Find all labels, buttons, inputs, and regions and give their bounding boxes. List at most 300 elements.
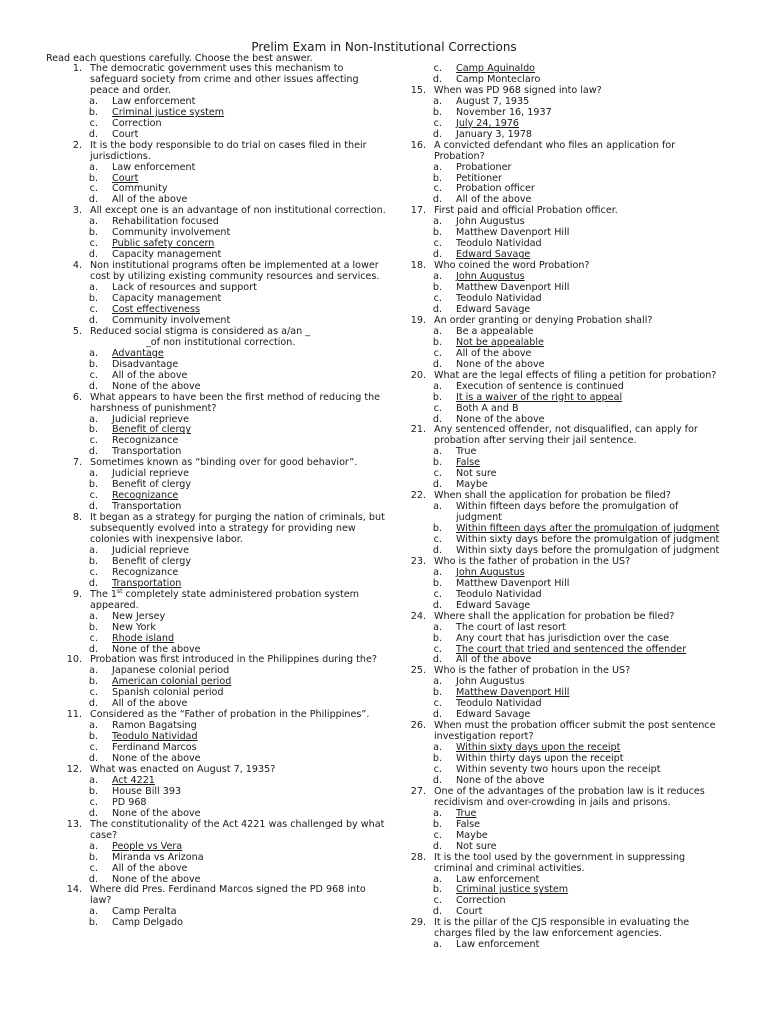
option-letter: a. (433, 742, 442, 754)
answer-option (406, 163, 724, 174)
option-letter: a. (433, 380, 442, 392)
question-number: 24. (410, 610, 426, 622)
answer-option (46, 853, 386, 864)
option-letter: b. (88, 358, 98, 370)
question (406, 853, 724, 919)
answer-option (46, 623, 386, 634)
option-text: Maybe (456, 479, 488, 491)
answer-option (46, 918, 386, 929)
option-letter: a. (433, 501, 442, 513)
option-letter: a. (433, 325, 442, 337)
option-text: Public safety concern (112, 238, 215, 250)
option-text: Benefit of clergy (112, 555, 192, 567)
option-text: John Augustus (456, 676, 525, 688)
option-letter: a. (89, 906, 98, 918)
option-letter: d. (88, 753, 98, 765)
answer-option (406, 97, 724, 108)
question-number: 16. (410, 139, 426, 151)
option-text: John Augustus (456, 271, 525, 283)
answer-option (406, 108, 724, 119)
question (406, 491, 724, 557)
answer-option (46, 612, 386, 623)
option-letter: c. (433, 293, 442, 305)
question-text: When shall the application for probation be filed? (434, 490, 671, 502)
option-letter: c. (433, 402, 442, 414)
option-text: Edward Savage (456, 599, 531, 611)
option-text: Ferdinand Marcos (112, 742, 197, 754)
answer-option (406, 502, 724, 524)
answer-option (406, 765, 724, 776)
option-text: Transportation (112, 501, 182, 513)
option-text: Correction (112, 117, 162, 129)
question-number: 19. (410, 314, 426, 326)
option-letter: b. (88, 172, 98, 184)
option-letter: b. (88, 106, 98, 118)
option-text: Camp Monteclaro (456, 73, 541, 85)
question-text: When was PD 968 signed into law? (434, 84, 602, 96)
option-text: Judicial reprieve (112, 544, 190, 556)
option-text: All of the above (112, 698, 188, 710)
question-row (46, 820, 386, 842)
option-text: Both A and B (456, 402, 519, 414)
question-text: The democratic government uses this mechanism to safeguard society from crime and other issues affecting peace and order. (90, 63, 359, 96)
option-text: American colonial period (112, 676, 232, 688)
option-text: Judicial reprieve (112, 468, 190, 480)
option-letter: a. (433, 566, 442, 578)
option-letter: c. (433, 468, 442, 480)
option-text: Recognizance (112, 490, 179, 502)
option-letter: a. (89, 774, 98, 786)
answer-option (406, 885, 724, 896)
option-letter: c. (89, 742, 98, 754)
answer-option (46, 163, 386, 174)
answer-option (406, 338, 724, 349)
question-text: An order granting or denying Probation shall? (434, 314, 653, 326)
question (406, 316, 724, 371)
question-text: Who is the father of probation in the US? (434, 665, 631, 677)
option-letter: d. (432, 544, 442, 556)
option-letter: d. (432, 249, 442, 261)
question (406, 557, 724, 612)
answer-option (46, 371, 386, 382)
option-letter: b. (432, 457, 442, 469)
option-text: None of the above (112, 753, 201, 765)
option-text: False (456, 457, 481, 469)
option-letter: b. (432, 753, 442, 765)
option-letter: b. (432, 391, 442, 403)
question (46, 458, 386, 513)
question (46, 261, 386, 327)
option-letter: b. (432, 632, 442, 644)
option-text: Camp Aguinaldo (456, 63, 536, 74)
question-number: 6. (72, 391, 82, 403)
option-letter: d. (432, 479, 442, 491)
answer-option (406, 820, 724, 831)
answer-option (46, 382, 386, 393)
option-text: Petitioner (456, 172, 502, 184)
question (406, 425, 724, 491)
answer-option (406, 174, 724, 185)
option-text: John Augustus (456, 216, 525, 228)
question-number: 21. (410, 424, 426, 436)
question-text: Any sentenced offender, not disqualified, can apply for probation after serving their jail sentence. (434, 424, 698, 447)
question (46, 710, 386, 765)
option-text: Camp Delgado (112, 917, 183, 929)
option-letter: c. (433, 829, 442, 841)
option-text: Ramon Bagatsing (112, 720, 197, 732)
option-text: Court (112, 172, 139, 184)
question-row (406, 371, 724, 382)
option-text: Within sixty days upon the receipt (456, 742, 621, 754)
option-letter: a. (89, 840, 98, 852)
question-number: 28. (410, 851, 426, 863)
option-letter: b. (432, 577, 442, 589)
option-letter: a. (433, 939, 442, 951)
option-text: Advantage (112, 347, 164, 359)
question-row (406, 206, 724, 217)
option-letter: b. (432, 282, 442, 294)
option-letter: d. (432, 599, 442, 611)
right-column (406, 64, 724, 951)
option-letter: c. (89, 796, 98, 808)
question-number: 15. (410, 84, 426, 96)
question (46, 327, 386, 393)
answer-option (406, 119, 724, 130)
option-text: Community involvement (112, 314, 231, 326)
option-letter: c. (89, 369, 98, 381)
question-number: 5. (72, 325, 82, 337)
question-row (406, 86, 724, 97)
option-text: Law enforcement (456, 873, 540, 885)
question-text: What was enacted on August 7, 1935? (90, 764, 276, 775)
option-letter: b. (88, 785, 98, 797)
option-text: Spanish colonial period (112, 687, 224, 699)
option-text: Act 4221 (112, 774, 155, 786)
option-letter: c. (433, 183, 442, 195)
option-text: Maybe (456, 829, 488, 841)
question (406, 86, 724, 141)
option-text: The court that tried and sentenced the offender (456, 643, 687, 655)
question (406, 666, 724, 721)
option-text: Matthew Davenport Hill (456, 227, 570, 239)
option-letter: c. (89, 687, 98, 699)
option-letter: d. (88, 643, 98, 655)
answer-option (406, 349, 724, 360)
option-letter: c. (433, 63, 442, 74)
question-row (46, 513, 386, 546)
option-text: Any court that has jurisdiction over the case (456, 632, 669, 644)
option-text: The court of last resort (456, 621, 566, 633)
option-text: All of the above (456, 347, 532, 359)
option-letter: d. (432, 303, 442, 315)
answer-option (406, 447, 724, 458)
answer-option (406, 699, 724, 710)
option-letter: d. (432, 709, 442, 721)
option-letter: d. (88, 577, 98, 589)
question-text: What are the legal effects of filing a petition for probation? (434, 369, 717, 381)
option-letter: b. (432, 818, 442, 830)
question (406, 787, 724, 853)
option-letter: c. (433, 238, 442, 250)
option-text: None of the above (456, 774, 545, 786)
option-text: Matthew Davenport Hill (456, 687, 570, 699)
question-text: Probation was first introduced in the Philippines during the? (90, 654, 377, 666)
question-row (406, 918, 724, 940)
answer-option (406, 469, 724, 480)
question (46, 64, 386, 141)
option-letter: a. (89, 95, 98, 107)
question (46, 141, 386, 207)
option-letter: b. (88, 293, 98, 305)
option-letter: c. (433, 698, 442, 710)
option-text: Transportation (112, 446, 182, 458)
option-text: Recognizance (112, 435, 179, 447)
answer-option (406, 579, 724, 590)
question-row (406, 787, 724, 809)
answer-option (406, 940, 724, 951)
question-number: 3. (72, 205, 82, 217)
option-letter: b. (432, 884, 442, 896)
option-text: Lack of resources and support (112, 282, 257, 294)
option-letter: b. (88, 479, 98, 491)
question-row (406, 141, 724, 163)
option-text: Capacity management (112, 293, 222, 305)
question-text: All except one is an advantage of non institutional correction. (90, 205, 386, 217)
option-letter: c. (433, 764, 442, 775)
option-text: Law enforcement (456, 939, 540, 951)
option-text: Within seventy two hours upon the receipt (456, 764, 661, 775)
option-letter: d. (88, 873, 98, 885)
option-text: Rhode island (112, 632, 175, 644)
option-text: Capacity management (112, 249, 222, 261)
question-text: A convicted defendant who files an application for Probation? (434, 139, 676, 162)
option-text: Camp Peralta (112, 906, 177, 918)
question-row (46, 587, 386, 612)
option-text: People vs Vera (112, 840, 183, 852)
option-text: New York (112, 621, 156, 633)
question-row (46, 141, 386, 163)
option-letter: c. (89, 117, 98, 129)
option-letter: a. (89, 665, 98, 677)
option-letter: d. (88, 501, 98, 513)
option-letter: d. (88, 194, 98, 206)
question-text: Where shall the application for probation be filed? (434, 610, 675, 622)
option-text: Court (456, 906, 483, 918)
question-number: 25. (410, 665, 426, 677)
question-text: It is the tool used by the government in suppressing criminal and criminal activities. (434, 851, 686, 874)
option-text: All of the above (456, 654, 532, 666)
option-text: Benefit of clergy (112, 424, 192, 436)
option-letter: d. (88, 249, 98, 261)
page-title: Prelim Exam in Non-Institutional Corrections (251, 40, 517, 54)
option-letter: a. (433, 676, 442, 688)
option-letter: d. (88, 446, 98, 458)
option-letter: d. (432, 73, 442, 85)
option-text: Probation officer (456, 183, 535, 195)
option-letter: a. (433, 95, 442, 107)
option-letter: d. (432, 413, 442, 425)
option-letter: b. (88, 731, 98, 743)
question-text: What appears to have been the first method of reducing the harshness of punishment? (90, 391, 381, 414)
question-number: 14. (66, 884, 82, 896)
answer-option (406, 601, 724, 612)
question-number: 11. (66, 709, 82, 721)
option-text: It is a waiver of the right to appeal (456, 391, 623, 403)
option-letter: c. (433, 533, 442, 545)
option-text: Recognizance (112, 566, 179, 578)
option-letter: a. (89, 282, 98, 294)
question-row (406, 557, 724, 568)
option-text: Teodulo Natividad (456, 293, 542, 305)
option-text: New Jersey (112, 610, 166, 622)
option-letter: b. (432, 523, 442, 535)
option-text: Be a appealable (456, 325, 534, 337)
question-number: 1. (72, 63, 82, 74)
option-letter: d. (432, 654, 442, 666)
question (46, 587, 386, 656)
left-column (46, 64, 386, 929)
instructions: Read each questions carefully. Choose the best answer. (46, 53, 313, 64)
option-letter: c. (89, 490, 98, 502)
option-letter: d. (432, 128, 442, 140)
answer-option (406, 327, 724, 338)
option-letter: c. (433, 588, 442, 600)
option-text: July 24, 1976 (456, 117, 520, 129)
option-letter: d. (88, 698, 98, 710)
option-text: Cost effectiveness (112, 303, 201, 315)
question-number: 27. (410, 785, 426, 797)
option-text: House Bill 393 (112, 785, 182, 797)
question (406, 261, 724, 316)
question-text: First paid and official Probation officer. (434, 205, 618, 217)
option-text: Execution of sentence is continued (456, 380, 624, 392)
option-letter: a. (89, 720, 98, 732)
option-text: PD 968 (112, 796, 147, 808)
option-text: Not be appealable (456, 336, 544, 348)
answer-option (406, 184, 724, 195)
question-text-continued: _of non institutional correction. (146, 336, 296, 348)
answer-option (406, 896, 724, 907)
question-text: Who is the father of probation in the US? (434, 555, 631, 567)
option-text: Within sixty days before the promulgation of judgment (456, 544, 720, 556)
option-letter: d. (432, 906, 442, 918)
option-text: Japanese colonial period (112, 665, 230, 677)
option-letter: a. (89, 413, 98, 425)
option-letter: d. (432, 358, 442, 370)
question-number: 12. (66, 764, 82, 775)
question-text: It is the body responsible to do trial on cases filed in their jurisdictions. (90, 139, 367, 162)
option-letter: b. (432, 106, 442, 118)
option-letter: d. (88, 380, 98, 392)
option-letter: a. (89, 468, 98, 480)
option-text: Criminal justice system (456, 884, 569, 896)
option-text: August 7, 1935 (456, 95, 530, 107)
option-letter: b. (88, 424, 98, 436)
question-row (406, 853, 724, 875)
option-text: None of the above (456, 413, 545, 425)
option-text: Community (112, 183, 168, 195)
option-text: Transportation (112, 577, 182, 589)
answer-option (406, 294, 724, 305)
option-text: Law enforcement (112, 95, 196, 107)
option-letter: c. (89, 566, 98, 578)
option-letter: d. (88, 807, 98, 819)
question-text: When must the probation officer submit the post sentence investigation report? (434, 720, 716, 743)
option-text: Teodulo Natividad (112, 731, 198, 743)
option-text: None of the above (112, 873, 201, 885)
question (46, 765, 386, 820)
question-text: Who coined the word Probation? (434, 260, 590, 272)
option-letter: a. (433, 216, 442, 228)
answer-option (406, 809, 724, 820)
question-number: 8. (72, 512, 82, 524)
question-number: 13. (66, 818, 82, 830)
option-text: Rehabilitation focused (112, 216, 219, 228)
right-questions (406, 86, 724, 951)
option-letter: d. (432, 774, 442, 786)
option-text: Disadvantage (112, 358, 179, 370)
option-text: Benefit of clergy (112, 479, 192, 491)
question-row (46, 64, 386, 97)
question-number: 26. (410, 720, 426, 732)
option-letter: d. (432, 194, 442, 206)
question-row (406, 316, 724, 327)
option-letter: d. (88, 128, 98, 140)
option-letter: c. (433, 117, 442, 129)
option-letter: a. (89, 216, 98, 228)
option-text: All of the above (112, 194, 188, 206)
question-row (46, 393, 386, 415)
question (406, 612, 724, 667)
question (46, 393, 386, 459)
option-text: None of the above (112, 807, 201, 819)
answer-option (406, 634, 724, 645)
option-text: Matthew Davenport Hill (456, 577, 570, 589)
option-text: True (456, 807, 477, 819)
option-letter: b. (88, 227, 98, 239)
question-row (406, 612, 724, 623)
option-text: False (456, 818, 481, 830)
option-text: Teodulo Natividad (456, 698, 542, 710)
question (46, 655, 386, 710)
question-text: Non institutional programs often be implemented at a lower cost by utilizing existing community resources and services. (90, 260, 380, 283)
answer-option (406, 623, 724, 634)
option-text: Court (112, 128, 139, 140)
option-letter: b. (88, 676, 98, 688)
question (46, 206, 386, 261)
option-letter: c. (433, 347, 442, 359)
answer-option (406, 590, 724, 601)
question-row (406, 261, 724, 272)
question-text: One of the advantages of the probation law is it reduces recidivism and over-crowding in jails and prisons. (434, 785, 705, 808)
question (46, 513, 386, 590)
option-text: All of the above (456, 194, 532, 206)
answer-option (46, 634, 386, 645)
question-number: 23. (410, 555, 426, 567)
answer-option (46, 864, 386, 875)
option-letter: c. (433, 643, 442, 655)
option-text: Within thirty days upon the receipt (456, 753, 624, 765)
option-text: November 16, 1937 (456, 106, 552, 118)
question-row (406, 666, 724, 677)
option-letter: a. (433, 807, 442, 819)
option-letter: a. (89, 610, 98, 622)
question-text: Reduced social stigma is considered as a/an _ _of non institutional correction. (90, 325, 311, 348)
question (406, 721, 724, 787)
option-text: Law enforcement (112, 161, 196, 173)
question-row (46, 885, 386, 907)
option-text: Teodulo Natividad (456, 238, 542, 250)
